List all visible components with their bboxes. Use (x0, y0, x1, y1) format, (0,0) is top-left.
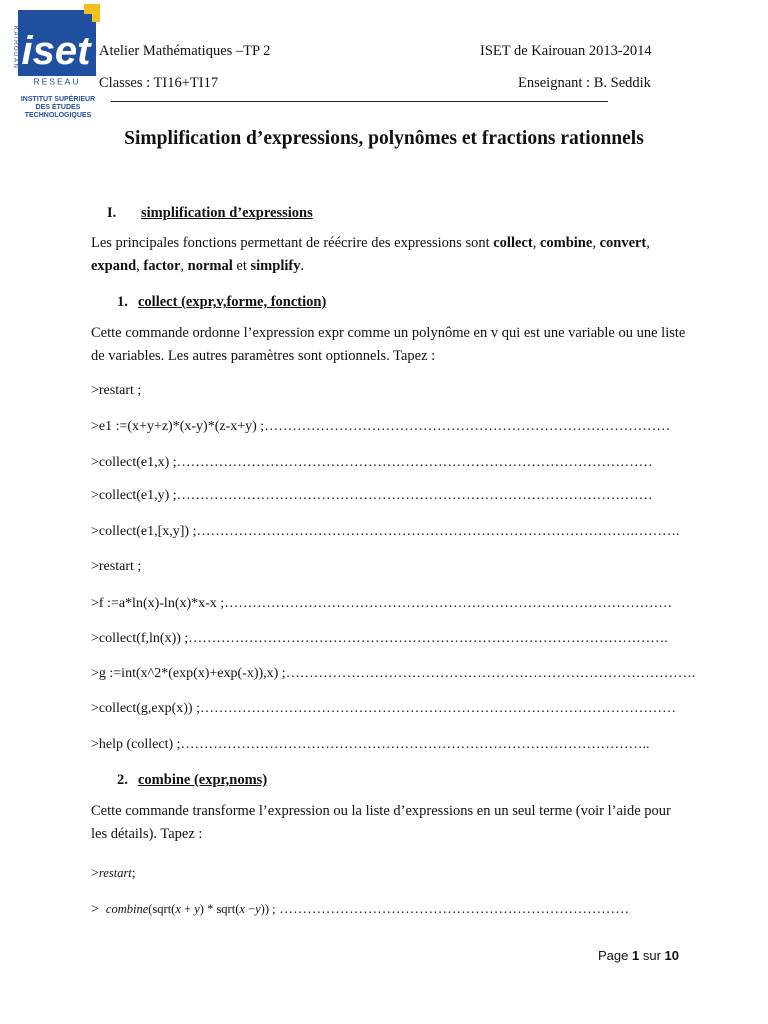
intro-paragraph (91, 232, 650, 256)
command-text: >collect(e1,y) ; (91, 488, 177, 503)
logo-caption (16, 96, 100, 120)
header-institution: ISET de Kairouan 2013-2014 (480, 43, 652, 59)
intro-end: . (300, 258, 305, 274)
logo-caption-line: INSTITUT SUPÉRIEUR (20, 96, 96, 103)
logo-vertical-text: KAIROUAN (12, 26, 18, 70)
command-text: >collect(g,exp(x)) ; (91, 701, 200, 716)
maple-text: − (244, 902, 256, 916)
header-classes: Classes : TI16+TI17 (99, 75, 219, 91)
answer-dots: ………………………………………………………………………………………… (176, 455, 653, 470)
command-line (91, 383, 141, 399)
command-line (91, 559, 141, 575)
answer-dots: ……………………………………………………………………………. (285, 666, 696, 681)
command-text: >collect(e1,x) ; (91, 455, 177, 470)
maple-command-combine (91, 902, 629, 918)
section-title: simplification d’expressions (141, 205, 313, 221)
prompt-symbol: > (91, 902, 99, 917)
maple-variable: y (255, 902, 261, 916)
maple-variable: x (175, 902, 181, 916)
intro-sep: , (592, 235, 600, 251)
subsection-title: collect (expr,v,forme, fonction) (138, 294, 327, 310)
answer-dots: ………………………………………………………………………………………… (199, 701, 676, 716)
command-line (91, 701, 676, 717)
collect-description-line1: Cette commande ordonne l’expression expr comme un polynôme en v qui est une variable ou une liste (91, 325, 686, 341)
answer-dots: ………………………………………………………………………………………… (176, 488, 653, 503)
command-text: >e1 :=(x+y+z)*(x-y)*(z-x+y) ; (91, 419, 265, 434)
keyword-combine: combine (539, 235, 593, 251)
command-line (91, 631, 668, 647)
maple-function: combine (105, 902, 149, 916)
command-line (91, 419, 670, 435)
answer-dots: …………………………………………………………………………………………. (188, 631, 668, 646)
keyword-convert: convert (599, 235, 647, 251)
combine-description-line2: les détails). Tapez : (91, 826, 203, 842)
command-line (91, 455, 653, 471)
maple-keyword: restart (98, 866, 132, 880)
keyword-normal: normal (187, 258, 233, 274)
prompt-symbol: > (91, 866, 99, 881)
answer-dots: ……………………………………………………………………………………….. (180, 737, 650, 752)
maple-variable: y (194, 902, 200, 916)
intro-paragraph-line2 (91, 255, 304, 279)
command-text: >collect(e1,[x,y]) ; (91, 524, 197, 539)
header-teacher: Enseignant : B. Seddik (518, 75, 651, 91)
command-line (91, 737, 650, 753)
command-text: >collect(f,ln(x)) ; (91, 631, 189, 646)
footer-page-number: 1 (632, 948, 640, 963)
maple-text: + (180, 902, 195, 916)
footer-page-word: Page (598, 948, 629, 963)
command-line (91, 596, 672, 612)
logo-caption-line: TECHNOLOGIQUES (24, 112, 92, 119)
command-text: >help (collect) ; (91, 737, 181, 752)
maple-variable: x (239, 902, 245, 916)
header-course: Atelier Mathématiques –TP 2 (99, 43, 271, 59)
maple-text: )) ; (260, 902, 276, 916)
intro-sep: , (532, 235, 540, 251)
logo-letters: iset (21, 29, 91, 73)
section-number: I. (107, 205, 117, 221)
footer-total-pages: 10 (664, 948, 680, 963)
maple-text: ) * sqrt( (199, 902, 240, 916)
command-text: >restart ; (91, 383, 142, 398)
intro-sep: , (180, 258, 188, 274)
answer-dots: ………………………………………………………………… (275, 902, 630, 917)
footer-sur: sur (642, 948, 661, 963)
logo-caption-line: DES ÉTUDES (35, 104, 81, 111)
logo-band-text: RESEAU (33, 76, 81, 87)
answer-dots: ………………………………………………………………………………….………. (196, 524, 680, 539)
command-text: >restart ; (91, 559, 142, 574)
keyword-collect: collect (493, 235, 533, 251)
maple-text: (sqrt( (148, 902, 176, 916)
intro-sep: , (646, 235, 650, 251)
keyword-expand: expand (91, 258, 137, 274)
combine-description-line1: Cette commande transforme l’expression ou la liste d’expressions en un seul terme (voir l’aide pour (91, 803, 671, 819)
maple-terminator: ; (131, 866, 136, 881)
command-line (91, 666, 695, 682)
intro-text: Les principales fonctions permettant de réécrire des expressions sont (91, 235, 494, 251)
answer-dots: …………………………………………………………………………………… (224, 596, 673, 611)
subsection-number: 2. (117, 772, 128, 788)
intro-sep: , (136, 258, 144, 274)
answer-dots: …………………………………………………………………………… (264, 419, 671, 434)
command-line (91, 524, 679, 540)
maple-command-restart (91, 866, 136, 882)
subsection-number: 1. (117, 294, 128, 310)
subsection-title: combine (expr,noms) (138, 772, 268, 788)
header-divider (111, 101, 608, 102)
collect-description-line2: de variables. Les autres paramètres sont optionnels. Tapez : (91, 348, 436, 364)
page-footer (598, 948, 679, 963)
command-text: >g :=int(x^2*(exp(x)+exp(-x)),x) ; (91, 666, 286, 681)
keyword-simplify: simplify (250, 258, 301, 274)
command-line (91, 488, 653, 504)
command-text: >f :=a*ln(x)-ln(x)*x-x ; (91, 596, 225, 611)
keyword-factor: factor (143, 258, 181, 274)
intro-sep: et (232, 258, 251, 274)
page-title: Simplification d’expressions, polynômes et fractions rationnels (124, 128, 644, 149)
